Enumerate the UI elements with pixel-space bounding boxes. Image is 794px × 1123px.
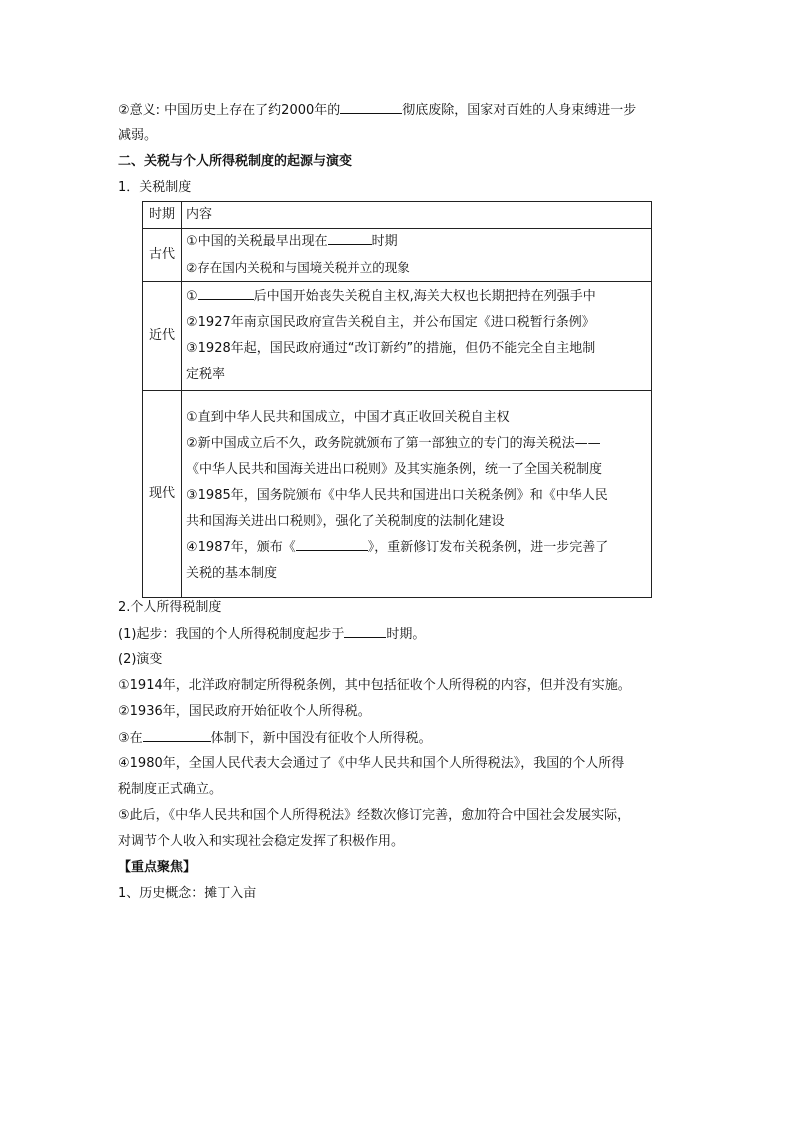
table-row-ancient bbox=[143, 229, 652, 282]
income-tax-origin: (1)起步：我国的个人所得税制度起步于 时期。 bbox=[118, 627, 426, 642]
fill-blank[interactable] bbox=[198, 287, 254, 300]
content-ancient bbox=[182, 229, 652, 282]
content-line: ③1928年起，国民政府通过“改订新约”的措施，但仍不能完全自主地制 bbox=[186, 341, 596, 356]
content-line: ④1987年，颁布《 》，重新修订发布关税条例，进一步完善了 bbox=[186, 540, 609, 555]
focus-title: 【重点聚焦】 bbox=[118, 860, 197, 875]
content-line: 共和国海关进出口税则》，强化了关税制度的法制化建设 bbox=[186, 514, 505, 529]
income-tax-evolution-heading: (2)演变 bbox=[118, 652, 163, 667]
header-period: 时期 bbox=[143, 202, 182, 229]
intro-line-1 bbox=[118, 101, 636, 120]
content-line: ①中国的关税最早出现在 时期 bbox=[186, 234, 398, 249]
table-header-row bbox=[143, 202, 652, 229]
fill-blank[interactable] bbox=[143, 729, 211, 742]
income-tax-item-5-line-2: 对调节个人收入和实现社会稳定发挥了积极作用。 bbox=[118, 834, 405, 849]
intro-text-after: 彻底废除，国家对百姓的人身束缚进一步 bbox=[402, 103, 637, 118]
content-line: 关税的基本制度 bbox=[186, 566, 278, 581]
period-modern: 近代 bbox=[143, 282, 182, 391]
income-tax-item-1: ①1914年，北洋政府制定所得税条例，其中包括征收个人所得税的内容，但并没有实施。 bbox=[118, 678, 631, 693]
content-line: ②存在国内关税和与国境关税并立的现象 bbox=[186, 260, 410, 275]
intro-text-before: ②意义: 中国历史上存在了约2000年的 bbox=[118, 103, 341, 118]
period-ancient: 古代 bbox=[143, 229, 182, 282]
content-line: 定税率 bbox=[186, 367, 226, 382]
content-line: ① 后中国开始丧失关税自主权,海关大权也长期把持在列强手中 bbox=[186, 289, 596, 304]
period-contemporary: 现代 bbox=[143, 391, 182, 598]
fill-blank[interactable] bbox=[296, 538, 368, 551]
content-line: ②新中国成立后不久，政务院就颁布了第一部独立的专门的海关税法—— bbox=[186, 436, 601, 451]
table-row-modern bbox=[143, 282, 652, 391]
content-line: 《中华人民共和国海关进出口税则》及其实施条例，统一了全国关税制度 bbox=[186, 462, 603, 477]
table-row-contemporary bbox=[143, 391, 652, 598]
income-tax-item-2: ②1936年，国民政府开始征收个人所得税。 bbox=[118, 704, 371, 719]
intro-line-2: 减弱。 bbox=[118, 128, 158, 143]
fill-blank[interactable] bbox=[328, 232, 372, 245]
fill-blank[interactable] bbox=[340, 101, 402, 114]
content-line: ①直到中华人民共和国成立，中国才真正收回关税自主权 bbox=[186, 410, 510, 425]
content-line: ③1985年，国务院颁布《中华人民共和国进出口关税条例》和《中华人民 bbox=[186, 488, 608, 503]
content-contemporary bbox=[182, 391, 652, 598]
section-2-title: 二、关税与个人所得税制度的起源与演变 bbox=[118, 154, 353, 169]
content-line: ②1927年南京国民政府宣告关税自主，并公布国定《进口税暂行条例》 bbox=[186, 315, 595, 330]
tariff-table bbox=[142, 201, 652, 598]
income-tax-heading: 2.个人所得税制度 bbox=[118, 600, 222, 615]
income-tax-item-5-line-1: ⑤此后，《中华人民共和国个人所得税法》经数次修订完善，愈加符合中国社会发展实际， bbox=[118, 808, 631, 823]
header-content: 内容 bbox=[182, 202, 652, 229]
content-modern bbox=[182, 282, 652, 391]
income-tax-item-4-line-1: ④1980年，全国人民代表大会通过了《中华人民共和国个人所得税法》，我国的个人所得 bbox=[118, 756, 625, 771]
concept-line: 1、历史概念：摊丁入亩 bbox=[118, 886, 257, 901]
income-tax-item-4-line-2: 税制度正式确立。 bbox=[118, 782, 223, 797]
income-tax-item-3: ③在 体制下，新中国没有征收个人所得税。 bbox=[118, 731, 432, 746]
fill-blank[interactable] bbox=[344, 625, 386, 638]
tariff-heading: 1．关税制度 bbox=[118, 180, 192, 195]
